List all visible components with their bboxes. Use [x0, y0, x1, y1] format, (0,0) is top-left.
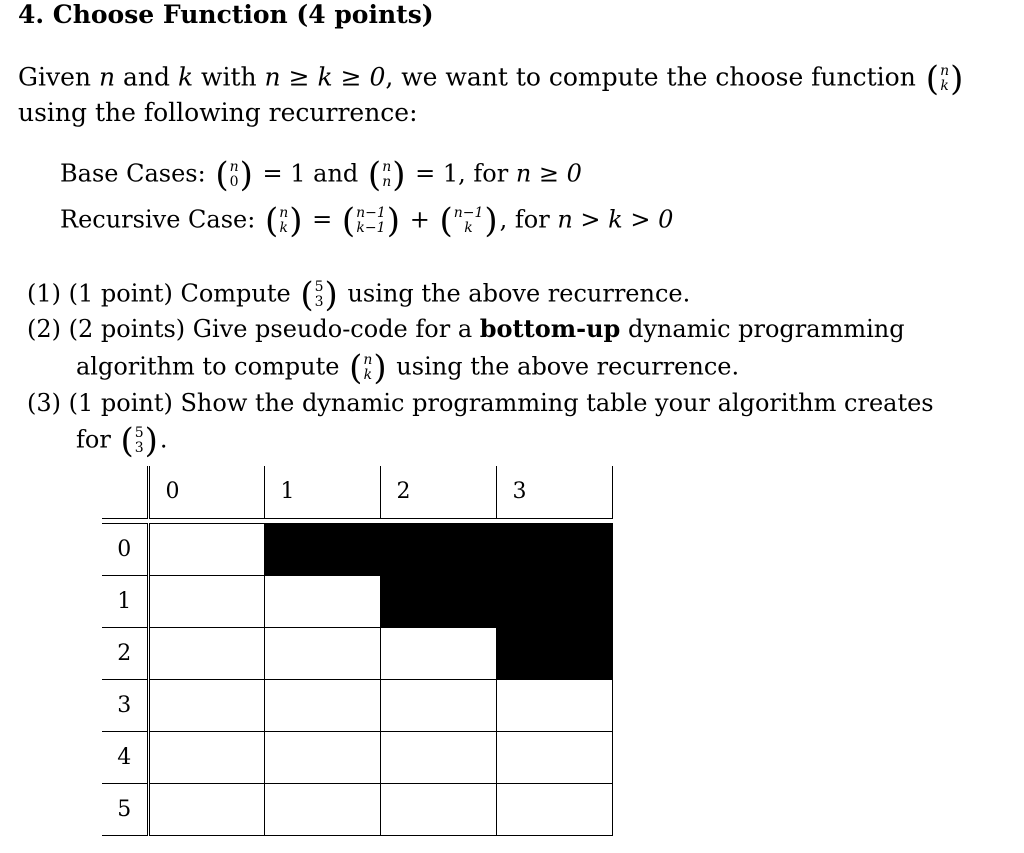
item-3-line-2: for ( 5 3 ). [76, 421, 168, 461]
row-header: 3 [102, 679, 148, 731]
base-cases: Base Cases: ( n 0 ) = 1 and ( n n ) = 1, for n ≥ 0 [60, 155, 582, 195]
intro-line-1: Given n and k with n ≥ k ≥ 0, we want to compute the choose function ( n k ) [18, 59, 964, 99]
filled-cell [496, 575, 612, 627]
col-header: 3 [496, 466, 612, 518]
intro-line-2: using the following recurrence: [18, 98, 418, 127]
row-header: 1 [102, 575, 148, 627]
binom-n-k: ( n k ) [925, 59, 964, 99]
filled-cell [496, 523, 612, 575]
table-row [102, 679, 612, 731]
row-header: 5 [102, 783, 148, 835]
table-row [102, 731, 612, 783]
empty-cell [148, 731, 264, 783]
binom-n-k-item2: ( n k ) [349, 348, 387, 388]
item-2: (2) (2 points) Give pseudo-code for a bottom-up dynamic programming [27, 314, 905, 343]
dp-table-body [102, 523, 612, 835]
binom-5-3: ( 5 3 ) [300, 275, 338, 315]
empty-cell [264, 783, 380, 835]
item-3: (3) (1 point) Show the dynamic programming table your algorithm creates [27, 389, 934, 417]
problem-title: 4. Choose Function (4 points) [18, 0, 434, 29]
dp-table [102, 466, 613, 836]
empty-cell [496, 783, 612, 835]
empty-cell [380, 679, 496, 731]
empty-cell [380, 783, 496, 835]
empty-cell [264, 679, 380, 731]
row-header: 2 [102, 627, 148, 679]
binom-n-n: ( n n ) [367, 155, 406, 195]
table-row [102, 627, 612, 679]
binom-n1-k: ( n−1 k ) [439, 201, 498, 241]
item-1: (1) (1 point) Compute ( 5 3 ) using the above recurrence. [27, 275, 691, 315]
binom-5-3-item3: ( 5 3 ) [120, 421, 158, 461]
recursive-case: Recursive Case: ( n k ) = ( n−1 k−1 ) + ( n−1 k ), for n > k > 0 [60, 201, 674, 241]
empty-cell [148, 575, 264, 627]
empty-cell [496, 731, 612, 783]
item-2-line-2: algorithm to compute ( n k ) using the above recurrence. [76, 348, 740, 388]
empty-cell [148, 523, 264, 575]
filled-cell [380, 523, 496, 575]
row-header: 4 [102, 731, 148, 783]
table-row [102, 575, 612, 627]
filled-cell [264, 523, 380, 575]
empty-cell [148, 627, 264, 679]
empty-cell [380, 731, 496, 783]
table-row [102, 523, 612, 575]
table-row [102, 783, 612, 835]
col-header: 0 [148, 466, 264, 518]
empty-cell [264, 627, 380, 679]
dp-table-header [102, 466, 612, 518]
empty-cell [148, 679, 264, 731]
col-header: 1 [264, 466, 380, 518]
empty-cell [496, 679, 612, 731]
binom-n-k-lhs: ( n k ) [264, 201, 303, 241]
row-header: 0 [102, 523, 148, 575]
col-header: 2 [380, 466, 496, 518]
filled-cell [380, 575, 496, 627]
dp-corner [102, 466, 148, 518]
empty-cell [264, 575, 380, 627]
empty-cell [148, 783, 264, 835]
binom-n1-k1: ( n−1 k−1 ) [341, 201, 401, 241]
empty-cell [264, 731, 380, 783]
binom-n-0: ( n 0 ) [215, 155, 253, 195]
filled-cell [496, 627, 612, 679]
empty-cell [380, 627, 496, 679]
